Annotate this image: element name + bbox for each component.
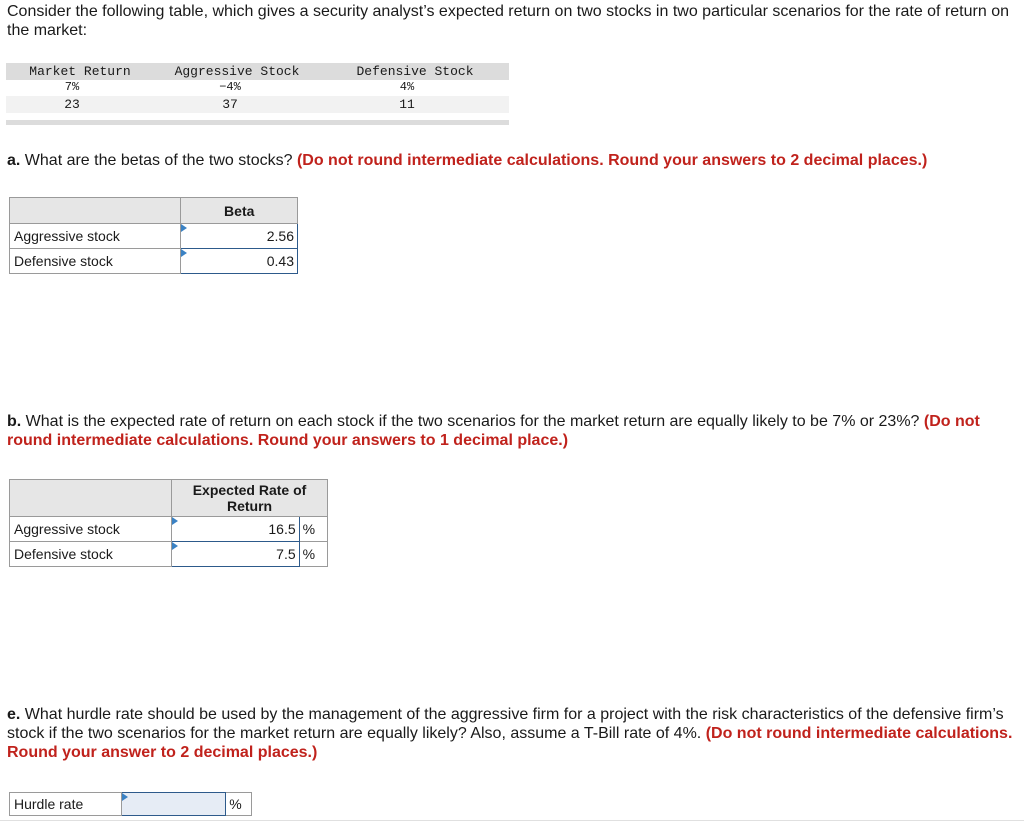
market-return-cell: 7% [64, 80, 80, 94]
defensive-stock-header: Defensive Stock [356, 64, 474, 79]
intro-text: Consider the following table, which gives a security analyst’s expected return on two stocks in two particular scenarios for the rate of return on the market: [7, 3, 1009, 39]
row-label: Defensive stock [10, 542, 172, 567]
blank-header [10, 198, 181, 224]
aggressive-beta-input[interactable]: 2.56 [181, 224, 298, 249]
page-bottom-divider [0, 820, 1024, 821]
market-table-bottom-bar [6, 120, 509, 125]
part-e-answer-table [9, 792, 252, 816]
part-a-prefix: a. [7, 152, 21, 169]
part-a-question-text: What are the betas of the two stocks? [20, 152, 297, 169]
hurdle-rate-label: Hurdle rate [10, 793, 122, 816]
market-return-cell: 23 [64, 97, 80, 112]
part-b-prefix: b. [7, 413, 22, 430]
defensive-beta-input[interactable]: 0.43 [181, 249, 298, 274]
part-b-instruction: (Do not round intermediate calculations. Round your answers to 1 decimal place.) [7, 413, 980, 449]
expected-rate-header: Expected Rate of Return [172, 480, 328, 517]
aggressive-stock-header: Aggressive Stock [174, 64, 300, 79]
percent-sign: % [226, 793, 252, 816]
beta-header: Beta [181, 198, 298, 224]
percent-sign: % [299, 542, 327, 567]
part-a-question [7, 151, 1019, 170]
row-label: Aggressive stock [10, 224, 181, 249]
percent-sign: % [299, 517, 327, 542]
hurdle-rate-input[interactable] [121, 793, 226, 816]
aggressive-stock-cell: −4% [219, 80, 241, 94]
part-e-question [7, 705, 1019, 762]
aggressive-return-input[interactable]: 16.5 [172, 517, 300, 542]
blank-header [10, 480, 172, 517]
defensive-stock-cell: 4% [399, 80, 415, 94]
row-label: Aggressive stock [10, 517, 172, 542]
part-a-instruction: (Do not round intermediate calculations. Round your answers to 2 decimal places.) [296, 152, 928, 169]
market-return-header: Market Return [29, 64, 131, 79]
defensive-return-input[interactable]: 7.5 [172, 542, 300, 567]
defensive-stock-cell: 11 [399, 97, 415, 112]
part-b-answer-table [9, 479, 328, 567]
part-b-question [7, 412, 1021, 450]
part-a-answer-table [9, 197, 298, 274]
part-e-instruction: (Do not round intermediate calculations. Round your answer to 2 decimal places.) [7, 725, 1013, 761]
row-label: Defensive stock [10, 249, 181, 274]
part-e-prefix: e. [7, 706, 21, 723]
part-e-question-text: What hurdle rate should be used by the management of the aggressive firm for a project with the risk characteristics of the defensive firm’s stock if the two scenarios for the market return are equally likely? Also, assume a T-Bill rate of 4%. [7, 706, 1004, 742]
part-b-question-text: What is the expected rate of return on each stock if the two scenarios for the market return are equally likely to be 7% or 23%? [21, 413, 924, 430]
aggressive-stock-cell: 37 [222, 97, 238, 112]
